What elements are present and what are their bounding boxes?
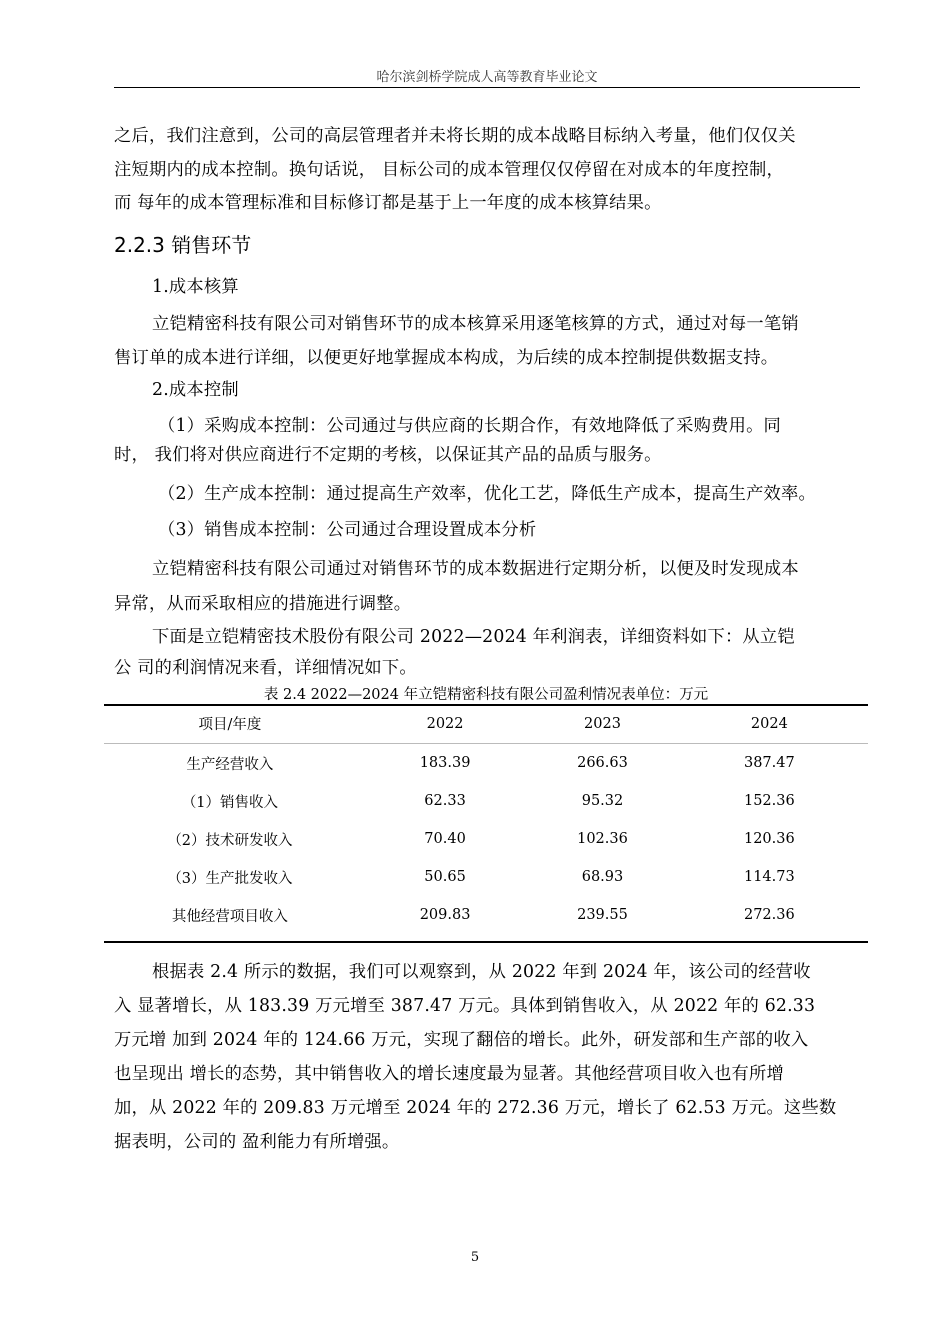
header-cell: 2024	[671, 704, 868, 744]
conclusion-line: 入 显著增长，从 183.39 万元增至 387.47 万元。具体到销售收入，从 2022 年的 62.33	[114, 996, 816, 1016]
conclusion-line: 加，从 2022 年的 209.83 万元增至 2024 年的 272.36 万元，增长了 62.53 万元。这些数	[114, 1098, 837, 1118]
item1-line: 立铠精密科技有限公司对销售环节的成本核算采用逐笔核算的方式，通过对每一笔销	[152, 314, 799, 334]
table-row	[104, 858, 868, 896]
conclusion-line: 万元增 加到 2024 年的 124.66 万元，实现了翻倍的增长。此外，研发部和生产部的收入	[114, 1030, 809, 1050]
table-cell: （1）销售收入	[181, 794, 279, 811]
table-row	[104, 896, 868, 934]
table-row	[104, 744, 868, 783]
page-header: 哈尔滨剑桥学院成人高等教育毕业论文	[376, 70, 598, 85]
table-cell: 50.65	[424, 869, 466, 885]
table-cell: （2）技术研发收入	[167, 832, 293, 849]
table-cell: 239.55	[577, 907, 628, 923]
control-line: （2）生产成本控制：通过提高生产效率，优化工艺，降低生产成本，提高生产效率。	[158, 484, 817, 504]
control-line: （3）销售成本控制：公司通过合理设置成本分析	[158, 520, 537, 540]
header-rule	[114, 87, 860, 88]
table-cell: 387.47	[743, 755, 795, 771]
conclusion-line: 也呈现出 增长的态势，其中销售收入的增长速度最为显著。其他经营项目收入也有所增	[114, 1064, 784, 1084]
table-cell: 266.63	[577, 755, 628, 771]
table-row	[104, 782, 868, 820]
intro-line: 注短期内的成本控制。换句话说， 目标公司的成本管理仅仅停留在对成本的年度控制，	[114, 160, 784, 180]
analysis-line: 立铠精密科技有限公司通过对销售环节的成本数据进行定期分析，以便及时发现成本	[152, 559, 799, 579]
conclusion-line: 根据表 2.4 所示的数据，我们可以观察到，从 2022 年到 2024 年，该公司的经营收	[152, 962, 811, 982]
table-cell: 70.40	[424, 831, 466, 847]
conclusion-line: 据表明，公司的 盈利能力有所增强。	[114, 1132, 400, 1152]
table-cell: 其他经营项目收入	[171, 908, 288, 925]
table-cell: 120.36	[743, 831, 795, 847]
analysis-line: 异常，从而采取相应的措施进行调整。	[114, 594, 412, 614]
header-cell: 2022	[356, 704, 534, 744]
item1-title: 1.成本核算	[152, 277, 239, 297]
profit-table	[104, 704, 868, 934]
table-cell: 114.73	[743, 869, 795, 885]
table-cell: 272.36	[743, 907, 795, 923]
control-line: 时， 我们将对供应商进行不定期的考核，以保证其产品的品质与服务。	[114, 445, 662, 465]
section-heading: 2.2.3 销售环节	[114, 233, 252, 257]
table-cell: 62.33	[424, 793, 466, 809]
table-cell: 生产经营收入	[186, 756, 274, 773]
table-cell: 68.93	[581, 869, 624, 885]
table-header-row	[104, 704, 868, 744]
item2-title: 2.成本控制	[152, 380, 239, 400]
table-cell: 152.36	[743, 793, 795, 809]
table-bottom-rule	[104, 941, 868, 943]
table-cell: （3）生产批发收入	[167, 870, 293, 887]
item1-line: 售订单的成本进行详细，以便更好地掌握成本构成，为后续的成本控制提供数据支持。	[114, 348, 779, 368]
header-cell: 2023	[534, 704, 670, 744]
control-line: （1）采购成本控制：公司通过与供应商的长期合作，有效地降低了采购费用。同	[158, 416, 782, 436]
table-cell: 183.39	[419, 755, 471, 771]
table-cell: 209.83	[419, 907, 471, 923]
page-number: 5	[470, 1250, 480, 1265]
intro-line: 之后，我们注意到，公司的高层管理者并未将长期的成本战略目标纳入考量，他们仅仅关	[114, 126, 796, 146]
table-caption: 表 2.4 2022—2024 年立铠精密科技有限公司盈利情况表单位：万元	[263, 687, 709, 703]
lead-line: 公 司的利润情况来看，详细情况如下。	[114, 658, 417, 678]
table-row	[104, 820, 868, 858]
intro-line: 而 每年的成本管理标准和目标修订都是基于上一年度的成本核算结果。	[114, 193, 662, 213]
table-cell: 95.32	[581, 793, 624, 809]
table-cell: 102.36	[577, 831, 628, 847]
lead-line: 下面是立铠精密技术股份有限公司 2022—2024 年利润表，详细资料如下：从立铠	[152, 627, 795, 647]
header-cell: 项目/年度	[104, 704, 356, 744]
